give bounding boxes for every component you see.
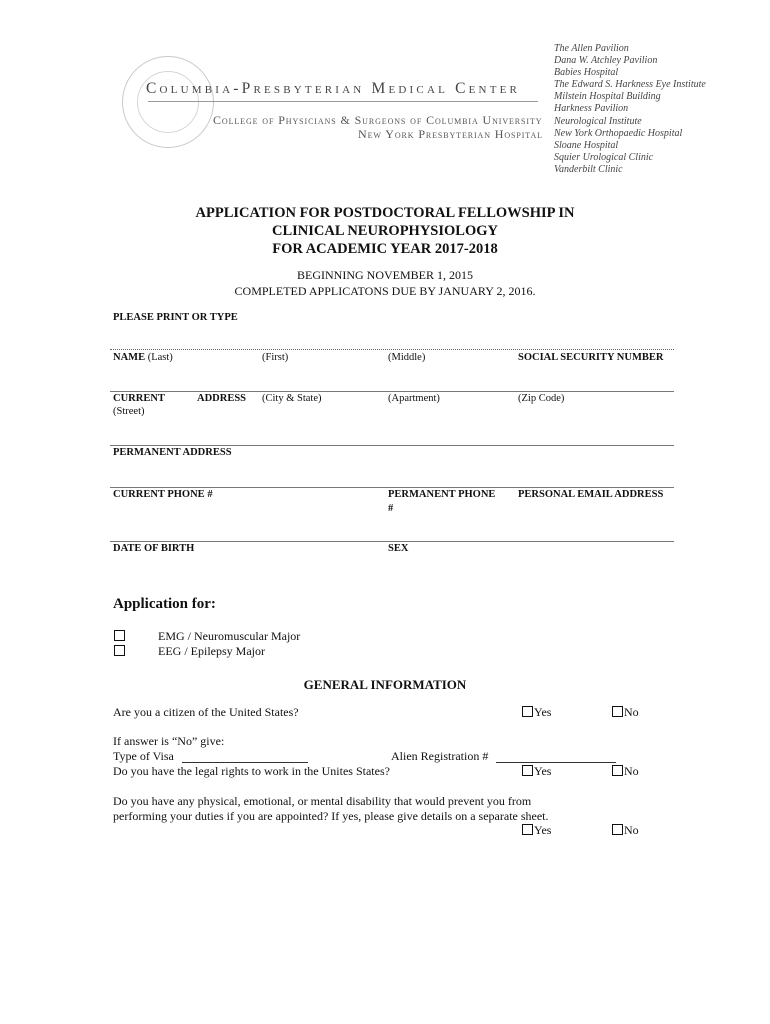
application-for-heading: Application for: bbox=[113, 596, 216, 612]
citizen-question: Are you a citizen of the United States? bbox=[113, 705, 299, 719]
row-divider bbox=[110, 445, 674, 446]
hospital-item: Babies Hospital bbox=[554, 67, 619, 79]
email-field[interactable]: PERSONAL EMAIL ADDRESS bbox=[518, 489, 664, 500]
work-no-checkbox[interactable] bbox=[612, 765, 623, 776]
institution-subtitle-2: New York Presbyterian Hospital bbox=[358, 127, 543, 141]
hospital-item: Milstein Hospital Building bbox=[554, 91, 661, 103]
current-label: CURRENT bbox=[113, 393, 165, 404]
beginning-date: BEGINNING NOVEMBER 1, 2015 bbox=[297, 268, 473, 282]
row-divider bbox=[110, 349, 674, 350]
eeg-checkbox[interactable] bbox=[114, 645, 125, 656]
hospital-item: Squier Urological Clinic bbox=[554, 151, 654, 163]
disability-no-label: No bbox=[624, 823, 639, 837]
address-label: ADDRESS bbox=[197, 393, 247, 404]
work-yes-label: Yes bbox=[534, 764, 552, 778]
logo-divider bbox=[148, 101, 538, 102]
form-title-line-1: APPLICATION FOR POSTDOCTORAL FELLOWSHIP IN bbox=[195, 205, 575, 221]
first-name-field[interactable]: (First) bbox=[262, 352, 289, 363]
disability-no-checkbox[interactable] bbox=[612, 824, 623, 835]
citizen-yes-checkbox[interactable] bbox=[522, 706, 533, 717]
name-field-label[interactable] bbox=[113, 352, 173, 363]
alien-registration-label: Alien Registration # bbox=[391, 749, 489, 763]
work-no-label: No bbox=[624, 764, 639, 778]
middle-name-field[interactable]: (Middle) bbox=[388, 352, 426, 363]
ssn-field[interactable]: SOCIAL SECURITY NUMBER bbox=[518, 352, 664, 363]
city-state-field[interactable]: (City & State) bbox=[262, 393, 322, 404]
current-phone-field[interactable]: CURRENT PHONE # bbox=[113, 489, 213, 500]
if-no-label: If answer is “No” give: bbox=[113, 734, 225, 748]
general-info-heading: GENERAL INFORMATION bbox=[303, 677, 467, 692]
emg-checkbox[interactable] bbox=[114, 630, 125, 641]
citizen-no-label: No bbox=[624, 705, 639, 719]
dob-field[interactable]: DATE OF BIRTH bbox=[113, 543, 195, 554]
hospital-item: Sloane Hospital bbox=[554, 139, 619, 151]
permanent-address-field[interactable]: PERMANENT ADDRESS bbox=[113, 447, 232, 458]
hospital-item: Harkness Pavilion bbox=[554, 103, 629, 115]
hospital-item: Dana W. Atchley Pavilion bbox=[554, 55, 658, 67]
hospital-item: The Allen Pavilion bbox=[554, 43, 629, 54]
disability-question-line-1: Do you have any physical, emotional, or mental disability that would prevent you from bbox=[113, 794, 532, 808]
work-yes-checkbox[interactable] bbox=[522, 765, 533, 776]
hospital-item: Neurological Institute bbox=[554, 115, 642, 127]
work-rights-question: Do you have the legal rights to work in the Unites States? bbox=[113, 764, 390, 778]
apartment-field[interactable]: (Apartment) bbox=[388, 393, 440, 404]
visa-input[interactable] bbox=[182, 762, 308, 763]
row-divider bbox=[110, 487, 674, 488]
due-date: COMPLETED APPLICATONS DUE BY JANUARY 2, 2016. bbox=[234, 284, 536, 298]
disability-question-line-2: performing your duties if you are appointed? If yes, please give details on a separate sheet. bbox=[113, 809, 549, 823]
form-title-line-3: FOR ACADEMIC YEAR 2017-2018 bbox=[272, 241, 498, 257]
disability-yes-label: Yes bbox=[534, 823, 552, 837]
row-divider bbox=[110, 541, 674, 542]
hospital-item: Vanderbilt Clinic bbox=[554, 163, 623, 175]
emg-option-label: EMG / Neuromuscular Major bbox=[158, 629, 301, 643]
permanent-phone-hash: # bbox=[388, 503, 394, 514]
last-label: (Last) bbox=[147, 352, 173, 363]
visa-label: Type of Visa bbox=[113, 749, 174, 763]
permanent-phone-field[interactable]: PERMANENT PHONE bbox=[388, 489, 496, 500]
hospital-item: New York Orthopaedic Hospital bbox=[554, 127, 683, 139]
row-divider bbox=[110, 391, 674, 392]
zip-field[interactable]: (Zip Code) bbox=[518, 393, 565, 404]
institution-subtitle-1: College of Physicians & Surgeons of Columbia University bbox=[213, 113, 543, 127]
instruction-text: PLEASE PRINT OR TYPE bbox=[113, 312, 238, 323]
disability-yes-checkbox[interactable] bbox=[522, 824, 533, 835]
hospital-list bbox=[554, 43, 706, 176]
sex-field[interactable]: SEX bbox=[388, 543, 409, 554]
form-title-line-2: CLINICAL NEUROPHYSIOLOGY bbox=[272, 223, 498, 239]
name-label: NAME bbox=[113, 352, 146, 363]
university-seal bbox=[122, 56, 214, 148]
street-field[interactable]: (Street) bbox=[113, 406, 145, 417]
eeg-option-label: EEG / Epilepsy Major bbox=[158, 644, 265, 658]
institution-name: Columbia-Presbyterian Medical Center bbox=[146, 80, 521, 97]
citizen-no-checkbox[interactable] bbox=[612, 706, 623, 717]
alien-registration-input[interactable] bbox=[496, 762, 616, 763]
hospital-item: The Edward S. Harkness Eye Institute bbox=[554, 79, 706, 91]
citizen-yes-label: Yes bbox=[534, 705, 552, 719]
